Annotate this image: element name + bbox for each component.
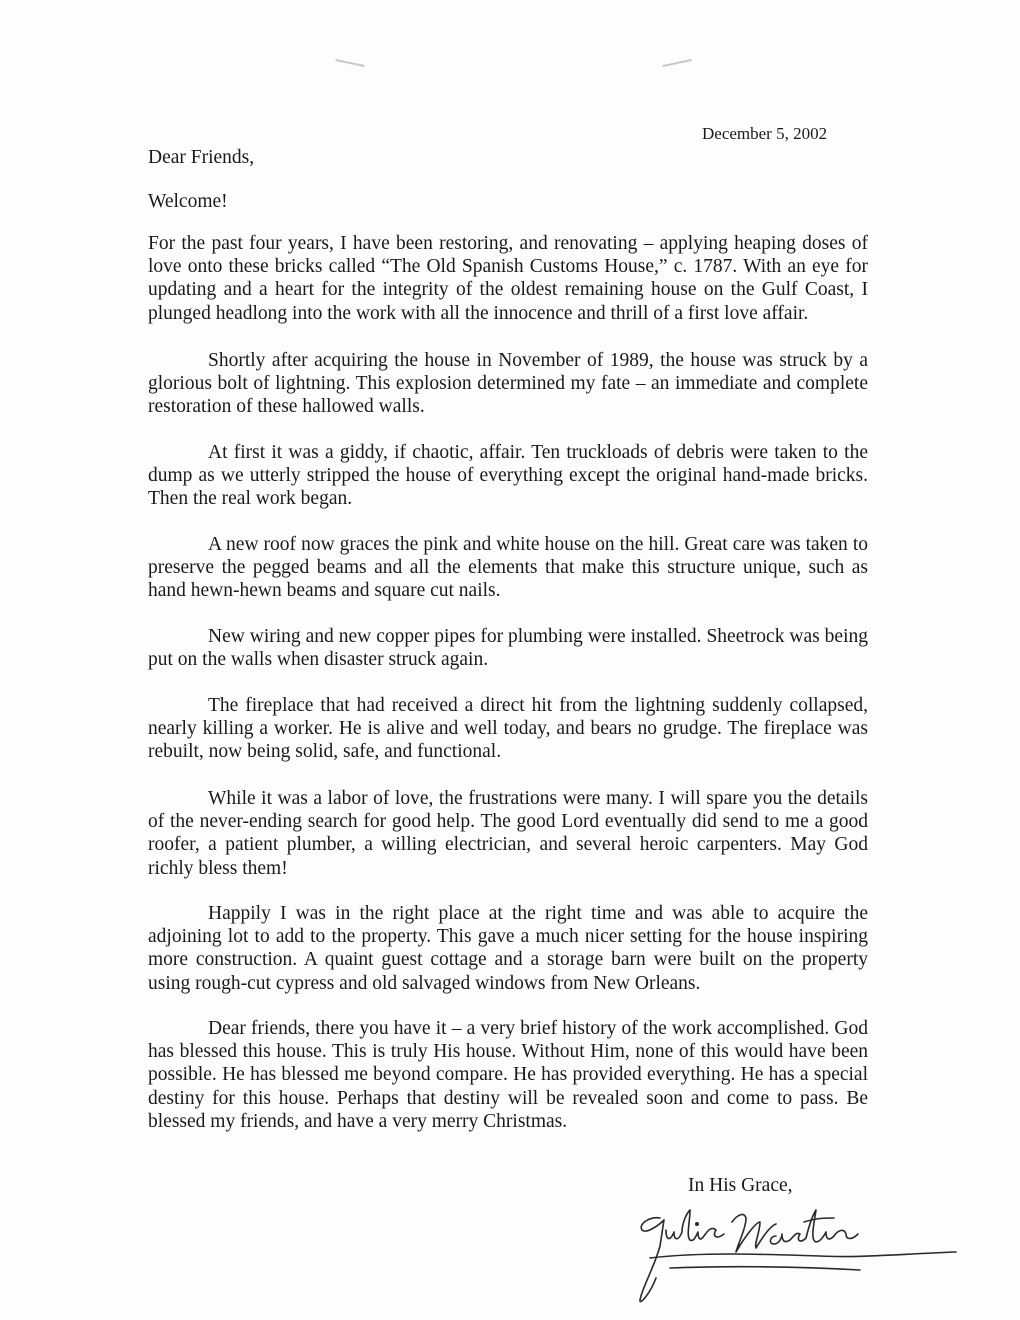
signature-stroke	[666, 1210, 724, 1240]
scan-artifact	[335, 59, 365, 67]
signature-dot	[696, 1223, 698, 1225]
paragraph: Happily I was in the right place at the right time and was able to acquire the adjoining lot to add to the property. This gave a much nicer setting for the house inspiring more construction. A quaint guest cottage and a storage barn were built on the property using rough-cut cypress and old salvaged windows from New Orleans.	[148, 903, 868, 994]
paragraph: New wiring and new copper pipes for plumbing were installed. Sheetrock was being put on the walls when disaster struck again.	[148, 626, 868, 671]
paragraph: For the past four years, I have been restoring, and renovating – applying heaping doses of love onto these bricks called “The Old Spanish Customs House,” c. 1787. With an eye for updating and a heart for the integrity of the oldest remaining house on the Gulf Coast, I plunged headlong into the work with all the innocence and thrill of a first love affair.	[148, 233, 868, 324]
greeting: Welcome!	[148, 191, 228, 212]
signature-stroke	[650, 1252, 956, 1258]
paragraph: At first it was a giddy, if chaotic, affair. Ten truckloads of debris were taken to the dump as we utterly stripped the house of everything except the original hand-made bricks. Then the real work began.	[148, 442, 868, 510]
letter-date: December 5, 2002	[702, 124, 828, 143]
signature-stroke	[640, 1218, 664, 1302]
signature-stroke	[670, 1267, 860, 1270]
signature	[620, 1196, 960, 1306]
signature-stroke	[732, 1215, 776, 1252]
paragraph: Dear friends, there you have it – a very brief history of the work accomplished. God has blessed this house. This is truly His house. Without Him, none of this would have been possible. He has blessed me beyond compare. He has provided everything. He has a special destiny for this house. Perhaps that destiny will be revealed soon and come to pass. Be blessed my friends, and have a very merry Christmas.	[148, 1018, 868, 1132]
signature-stroke	[770, 1210, 858, 1244]
paragraph: A new roof now graces the pink and white house on the hill. Great care was taken to preserve the pegged beams and all the elements that make this structure unique, such as hand hewn-hewn beams and square cut nails.	[148, 534, 868, 602]
paragraph: The fireplace that had received a direct hit from the lightning suddenly collapsed, nearly killing a worker. He is alive and well today, and bears no grudge. The fireplace was rebuilt, now being solid, safe, and functional.	[148, 695, 868, 763]
scan-artifact	[662, 59, 692, 67]
closing: In His Grace,	[688, 1175, 793, 1196]
paragraph: While it was a labor of love, the frustrations were many. I will spare you the details of the never-ending search for good help. The good Lord eventually did send to me a good roofer, a patient plumber, a willing electrician, and several heroic carpenters. May God richly bless them!	[148, 788, 868, 879]
salutation: Dear Friends,	[148, 147, 255, 168]
signature-stroke	[804, 1218, 834, 1222]
paragraph: Shortly after acquiring the house in November of 1989, the house was struck by a glorious bolt of lightning. This explosion determined my fate – an immediate and complete restoration of these hallowed walls.	[148, 350, 868, 418]
